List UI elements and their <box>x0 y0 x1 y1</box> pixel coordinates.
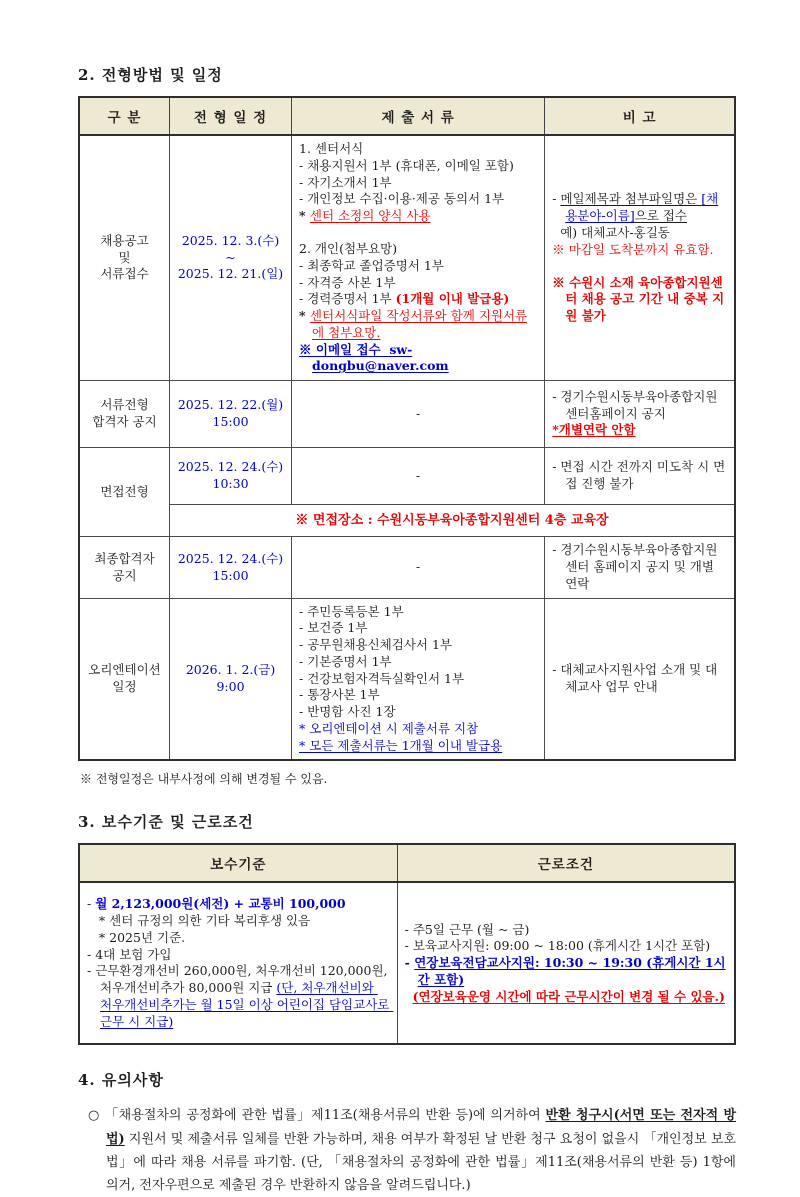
text-line: 일정 <box>112 679 137 695</box>
row-final-pass-notice <box>79 537 735 598</box>
text-line: - 자기소개서 1부 <box>299 174 392 190</box>
text-line: 서류전형 <box>100 397 149 413</box>
text-line: - 4대 보험 가입 <box>87 946 172 962</box>
text-line: - 자격증 사본 1부 <box>299 274 396 290</box>
text-line: 15:00 <box>212 414 249 429</box>
text-line: (연장보육운영 시간에 따라 근무시간이 변경 될 수 있음.) <box>412 988 725 1004</box>
pay-table-header-row <box>79 844 735 882</box>
notice-text-1: ○ 「채용절차의 공정화에 관한 법률」제11조(채용서류의 반환 등)에 의거하여 <box>88 1108 546 1124</box>
docpass-schedule <box>170 381 292 448</box>
docpass-documents-dash: - <box>292 381 545 448</box>
text-line: 2025. 12. 21.(일) <box>177 266 284 282</box>
pay-conditions-table <box>78 843 736 1045</box>
text-line: 공지 <box>112 567 137 583</box>
col-header-category: 구 분 <box>79 97 170 135</box>
text-line: 예) 대체교사-홍길동 <box>552 224 670 240</box>
text-line: - 공무원채용신체검사서 1부 <box>299 637 452 653</box>
docpass-notes <box>545 381 735 448</box>
final-documents-dash: - <box>292 537 545 598</box>
text-line: - 기본증명서 1부 <box>299 653 392 669</box>
text-line: - 최종학교 졸업증명서 1부 <box>299 257 444 273</box>
text-line: - 반명함 사진 1장 <box>299 704 396 720</box>
text-line: - 연장보육전담교사지원: 10:30 ~ 19:30 (휴게시간 1시간 포함) <box>404 955 726 987</box>
text-line: 및 <box>118 249 131 265</box>
schedule-table <box>78 96 736 761</box>
text-line: 2025. 12. 24.(수) <box>177 550 284 566</box>
text-line: 채용공고 <box>100 232 149 248</box>
text-line: - 대체교사지원사업 소개 및 대체교사 업무 안내 <box>552 662 718 695</box>
text-line: - 경기수원시동부육아종합지원 센터홈페이지 공지 <box>552 388 722 421</box>
orientation-schedule <box>170 598 292 760</box>
section-2-title: 2. 전형방법 및 일정 <box>78 66 223 84</box>
row-document-pass-notice <box>79 381 735 448</box>
text-line: * 모든 제출서류는 1개월 이내 발급용 <box>299 737 503 753</box>
text-line: - 보육교사지원: 09:00 ~ 18:00 (휴게시간 1시간 포함) <box>404 938 711 954</box>
text-line: 최종합격자 <box>94 550 155 566</box>
recruit-documents <box>292 135 545 381</box>
notice-text-2: 지원서 및 제출서류 일체를 반환 가능하며, 채용 여부가 확정된 날 반환 청구 요청이 없을시 「개인정보 보호법」에 따라 채용 서류를 파기함. (단, 「채용절차의 공정화에 관한 법률」제11조(채용서류의 반환 등) 1항에 의거, 전자우편으로 제출된 경우 반환하지 않음을 알려드립니다.) <box>106 1131 741 1193</box>
pay-standard-cell <box>79 882 397 1044</box>
final-schedule <box>170 537 292 598</box>
recruit-category <box>79 135 170 381</box>
work-conditions-cell <box>397 882 735 1044</box>
text-line: - 경기수원시동부육아종합지원 센터 홈페이지 공지 및 개별 연락 <box>552 542 722 591</box>
recruit-schedule <box>170 135 292 381</box>
schedule-table-header-row <box>79 97 735 135</box>
orientation-category <box>79 598 170 760</box>
text-line: 2025. 12. 3.(수) <box>181 232 280 248</box>
text-line: - 개인정보 수집·이용·제공 동의서 1부 <box>299 191 505 207</box>
text-line: 면접전형 <box>100 483 149 499</box>
text-line: - 주민등록등본 1부 <box>299 603 404 619</box>
pay-table-body-row <box>79 882 735 1044</box>
text-line: - 경력증명서 1부 (1개월 이내 발급용) <box>299 291 510 307</box>
interview-location: ※ 면접장소 : 수원시동부육아종합지원센터 4층 교육장 <box>170 505 735 537</box>
text-line: 서류접수 <box>100 266 149 282</box>
text-line: - 보건증 1부 <box>299 620 368 636</box>
section-3-title: 3. 보수기준 및 근로조건 <box>78 813 254 832</box>
text-line: 2025. 12. 22.(월) <box>177 397 284 413</box>
row-orientation <box>79 598 735 760</box>
text-line: - 근무환경개선비 260,000원, 처우개선비 120,000원, 처우개선비추가 80,000원 지급 (단, 처우개선비와 처우개선비추가는 월 15일 이상 어린이집 담임교사로 근무 시 지급) <box>87 963 394 1029</box>
text-line: 15:00 <box>212 567 249 583</box>
text-line: 1. 센터서식 <box>299 141 364 156</box>
interview-schedule <box>170 448 292 505</box>
text-line: ※ 수원시 소재 육아종합지원센터 채용 공고 기간 내 중복 지원 불가 <box>552 274 725 323</box>
final-notes <box>545 537 735 598</box>
notice-text-emphasis: 반환 청구시(서면 또는 전자적 방법) <box>106 1108 736 1147</box>
text-line: 합격자 공지 <box>92 414 157 429</box>
interview-notes <box>545 448 735 505</box>
recruit-notes <box>545 135 735 381</box>
row-interview-location <box>79 505 735 537</box>
text-line: * 센터 소정의 양식 사용 <box>299 208 431 223</box>
text-line: 2026. 1. 2.(금) <box>185 662 276 678</box>
interview-documents-dash: - <box>292 448 545 505</box>
text-line: - 채용지원서 1부 (휴대폰, 이메일 포함) <box>299 157 514 173</box>
text-line: * 센터 규정의 의한 기타 복리후생 있음 <box>87 913 311 929</box>
docpass-category <box>79 381 170 448</box>
orientation-notes <box>545 598 735 760</box>
text-line: - 건강보험자격득실확인서 1부 <box>299 670 465 686</box>
text-line <box>552 258 727 274</box>
text-line: 2025. 12. 24.(수) <box>177 459 284 475</box>
col-header-schedule: 전 형 일 정 <box>170 97 292 135</box>
text-line: - 통장사본 1부 <box>299 687 380 703</box>
text-line: - 월 2,123,000원(세전) + 교통비 100,000 <box>87 896 346 912</box>
col-header-pay: 보수기준 <box>79 844 397 882</box>
text-line: * 오리엔테이션 시 제출서류 지참 <box>299 720 479 736</box>
text-line: 2. 개인(첨부요망) <box>299 241 398 256</box>
final-category <box>79 537 170 598</box>
section-4-title: 4. 유의사항 <box>78 1071 164 1090</box>
col-header-notes: 비 고 <box>545 97 735 135</box>
text-line: - 면접 시간 전까지 미도착 시 면접 진행 불가 <box>552 459 726 491</box>
orientation-documents <box>292 598 545 760</box>
text-line: - 주5일 근무 (월 ~ 금) <box>404 921 530 937</box>
col-header-documents: 제 출 서 류 <box>292 97 545 135</box>
text-line: *개별연락 안함 <box>552 422 636 438</box>
text-line: 9:00 <box>216 679 245 695</box>
row-interview <box>79 448 735 505</box>
text-line: * 2025년 기준. <box>87 929 186 945</box>
text-line: - 메일제목과 첨부파일명은 [채용분야-이름]으로 접수 <box>552 191 719 223</box>
text-line: * 센터서식파일 작성서류와 함께 지원서류에 첨부요망. <box>299 308 528 340</box>
text-line: ~ <box>225 249 236 265</box>
text-line: 10:30 <box>212 476 249 491</box>
col-header-work-conditions: 근로조건 <box>397 844 735 882</box>
text-line <box>299 225 537 241</box>
text-line: ※ 이메일 접수 sw-dongbu@naver.com <box>299 341 449 374</box>
notice-paragraph <box>88 1104 741 1197</box>
notice-section <box>78 1104 741 1197</box>
schedule-footnote: ※ 전형일정은 내부사정에 의해 변경될 수 있음. <box>80 772 328 787</box>
interview-category <box>79 448 170 537</box>
text-line: 오리엔테이션 <box>88 662 161 678</box>
text-line: ※ 마감일 도착분까지 유효함. <box>552 241 714 257</box>
row-recruit-announcement <box>79 135 735 381</box>
